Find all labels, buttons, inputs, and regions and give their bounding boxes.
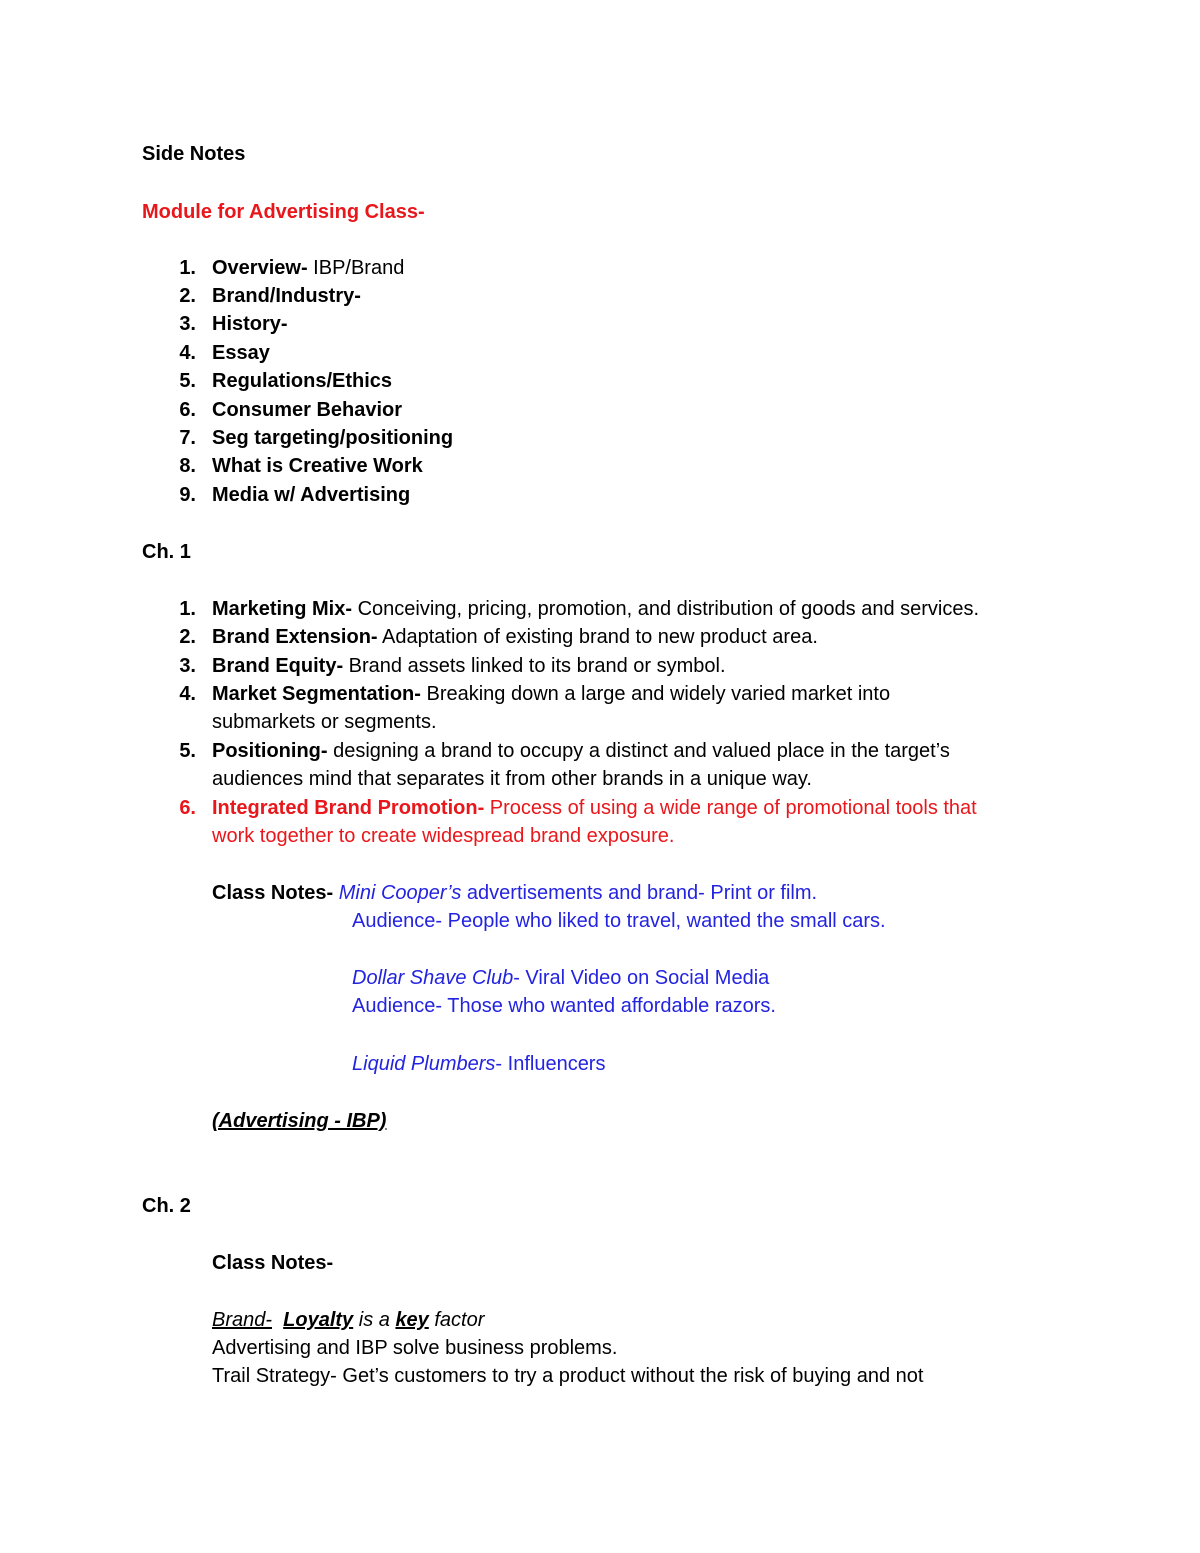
list-text: Brand assets linked to its brand or symbol. [343,655,726,677]
key-word: key [395,1309,429,1331]
list-term: Brand Extension- [212,626,378,648]
list-term: Essay [212,342,270,364]
is-a-text: is a [353,1309,396,1331]
liquid-plumbers-note: - Influencers [495,1053,606,1075]
dollar-shave-club-audience: Audience- Those who wanted affordable razors. [352,995,776,1017]
dollar-shave-club-line [352,964,769,992]
list-text: Conceiving, pricing, promotion, and distribution of goods and services. [352,598,980,620]
list-number: 9. [179,484,196,506]
list-number: 2. [179,626,196,648]
list-term: History- [212,313,288,335]
list-number: 6. [179,797,196,819]
list-number: 2. [179,285,196,307]
list-number: 5. [179,740,196,762]
module-title: Module for Advertising Class- [142,201,425,223]
list-term: Media w/ Advertising [212,484,411,506]
factor-text: factor [428,1309,485,1331]
mini-cooper-name: Mini Cooper’s [338,882,462,904]
list-text: Process of using a wide range of promotional tools that [484,797,977,819]
list-term: Positioning- [212,740,328,762]
dollar-shave-club-note: - Viral Video on Social Media [513,967,770,989]
list-text: designing a brand to occupy a distinct and valued place in the target’s [327,740,950,762]
list-term: Regulations/Ethics [212,370,393,392]
list-item-continuation: work together to create widespread brand exposure. [212,825,675,847]
class-notes-label: Class Notes- [212,882,334,904]
list-term: What is Creative Work [212,455,423,477]
page-heading: Side Notes [142,143,246,165]
list-term: Brand Equity- [212,655,344,677]
list-item-continuation: submarkets or segments. [212,711,437,733]
chapter-2-title: Ch. 2 [142,1195,191,1217]
list-number: 3. [179,313,196,335]
dollar-shave-club-name: Dollar Shave Club [352,967,514,989]
advertising-ibp-note: (Advertising - IBP) [212,1110,387,1132]
list-number: 3. [179,655,196,677]
chapter-1-title: Ch. 1 [142,541,191,563]
mini-cooper-audience: Audience- People who liked to travel, wanted the small cars. [352,910,886,932]
list-number: 8. [179,455,196,477]
list-term: Consumer Behavior [212,399,403,421]
list-number: 1. [179,257,196,279]
list-term: Brand/Industry- [212,285,361,307]
trail-strategy-line: Trail Strategy- Get’s customers to try a product without the risk of buying and not [212,1365,924,1387]
class-notes-line [212,879,817,907]
brand-label: Brand- [212,1309,273,1331]
liquid-plumbers-name: Liquid Plumbers [352,1053,496,1075]
mini-cooper-note: advertisements and brand- Print or film. [461,882,818,904]
list-text: Breaking down a large and widely varied market into [420,683,891,705]
liquid-plumbers-line [352,1050,605,1078]
list-term: Integrated Brand Promotion- [212,797,485,819]
advertising-ibp-line: Advertising and IBP solve business problems. [212,1337,618,1359]
loyalty-word: Loyalty [283,1309,354,1331]
list-number: 7. [179,427,196,449]
list-number: 6. [179,399,196,421]
list-text: IBP/Brand [307,257,405,279]
list-number: 4. [179,683,196,705]
list-term: Overview- [212,257,308,279]
class-notes-label: Class Notes- [212,1252,334,1274]
list-term: Marketing Mix- [212,598,353,620]
list-term: Seg targeting/positioning [212,427,454,449]
list-term: Market Segmentation- [212,683,421,705]
list-number: 5. [179,370,196,392]
list-text: Adaptation of existing brand to new product area. [377,626,818,648]
list-item-continuation: audiences mind that separates it from other brands in a unique way. [212,768,812,790]
list-number: 4. [179,342,196,364]
list-number: 1. [179,598,196,620]
brand-loyalty-line [212,1306,484,1334]
